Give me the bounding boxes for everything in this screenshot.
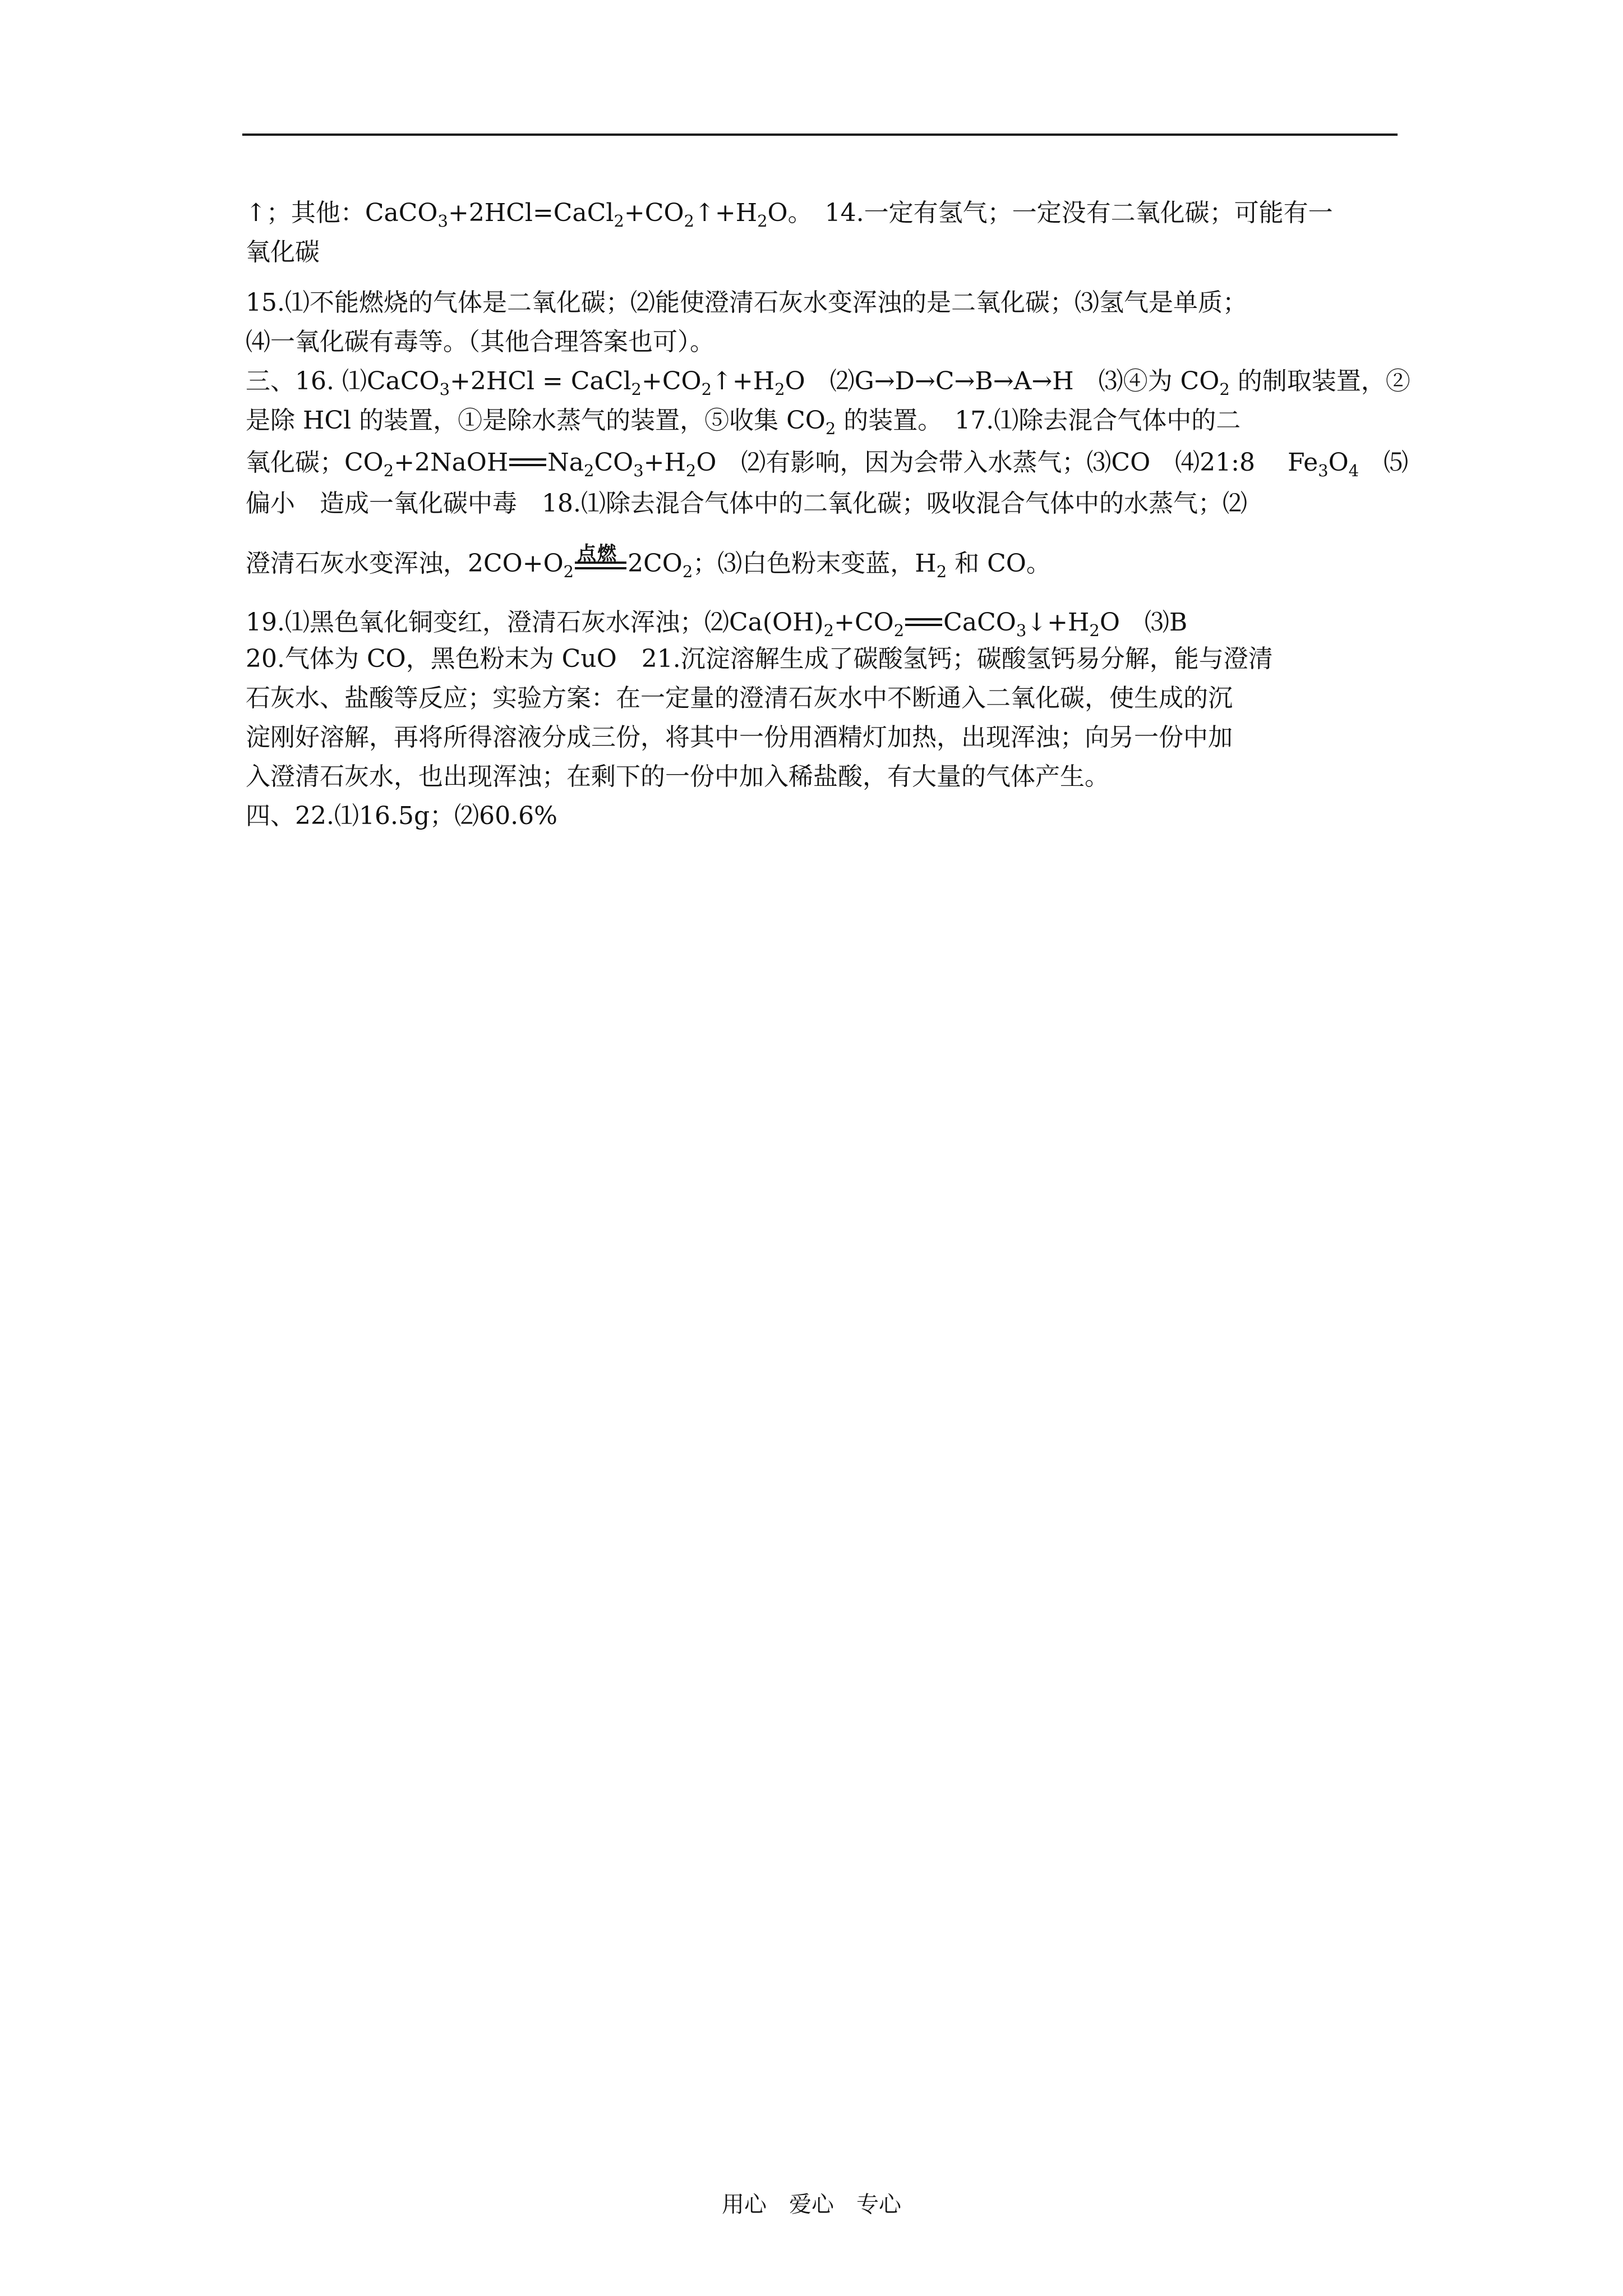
text-line-12: 石灰水、盐酸等反应；实验方案：在一定量的澄清石灰水中不断通入二氧化碳，使生成的沉 [246, 684, 1233, 712]
text-line-8: 偏小 造成一氧化碳中毒 18.⑴除去混合气体中的二氧化碳；吸收混合气体中的水蒸气；⑵ [246, 489, 1247, 518]
page-footer: 用心 爱心 专心 [722, 2192, 901, 2217]
reaction-equals-sign [905, 618, 942, 626]
text-line-4: ⑷一氧化碳有毒等。（其他合理答案也可）。 [246, 328, 714, 356]
text-line-1: ↑；其他：$CaCO_3+2HCl=CaCl_2+CO_2↑+H_2O$。 14.一定有氢气；一定没有二氧化碳；可能有一 [246, 199, 1333, 231]
text-line-3: 15.⑴不能燃烧的气体是二氧化碳；⑵能使澄清石灰水变浑浊的是二氧化碳；⑶氢气是单质； [246, 288, 1247, 317]
text-line-10: 19.⑴黑色氧化铜变红，澄清石灰水浑浊；$⑵Ca(OH)_2+CO_2$ $CaCO_3↓+H_2O$ ⑶B [246, 608, 1188, 640]
text-line-9: 澄清石灰水变浑浊，$2CO+O_2$ 点燃 $2CO_2$；⑶白色粉末变蓝，$H_2$ 和 CO。 [246, 542, 1051, 581]
text-line-13: 淀刚好溶解，再将所得溶液分成三份，将其中一份用酒精灯加热，出现浑浊；向另一份中加 [246, 723, 1233, 752]
header-rule [242, 134, 1398, 136]
text-line-6: 是除 HCl 的装置，①是除水蒸气的装置，⑤收集 $CO_2$ 的装置。 17.⑴除去混合气体中的二 [246, 406, 1241, 438]
text-line-7: 氧化碳；$CO_2+2NaOH$ $Na_2CO_3+H_2O$ ⑵有影响，因为会带入水蒸气；⑶CO ⑷21:8 $Fe_3O_4$ ⑸ [246, 448, 1409, 480]
text-line-15: 四、22.⑴16.5g；⑵60.6% [246, 802, 557, 830]
reaction-equals-sign [509, 458, 546, 466]
text-line-14: 入澄清石灰水，也出现浑浊；在剩下的一份中加入稀盐酸，有大量的气体产生。 [246, 762, 1109, 791]
text-line-5: 三、16. ⑴CaCO$_3$+2HCl = $CaCl_2+CO_2↑+H_2O$ ⑵G→D→C→B→A→H ⑶④为 $CO_2$ 的制取装置，② [246, 367, 1410, 399]
ignition-condition-sign: 点燃 [574, 547, 628, 581]
text-line-2: 氧化碳 [246, 238, 320, 266]
text-line-11: 20.气体为 CO，黑色粉末为 CuO 21.沉淀溶解生成了碳酸氢钙；碳酸氢钙易分解，能与澄清 [246, 645, 1273, 673]
